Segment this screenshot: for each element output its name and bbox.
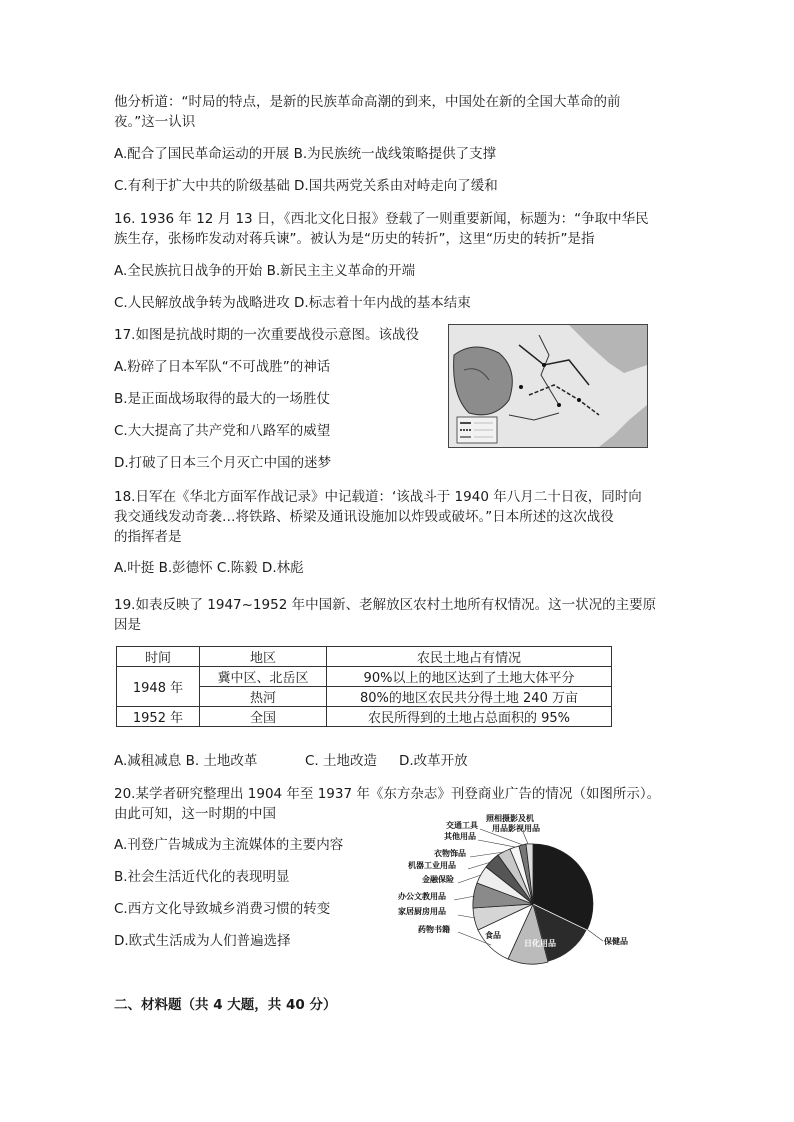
pie-label-other: 其他用品	[444, 832, 476, 841]
pie-label-home: 家居厨房用品	[398, 907, 446, 916]
table-cell: 热河	[200, 687, 327, 707]
table-header-cell: 农民土地占有情况	[327, 647, 612, 667]
q20-option-d: D.欧式生活成为人们普遍选择	[114, 933, 291, 949]
table-row	[117, 707, 612, 727]
q15-stem-line1: 他分析道：“时局的特点，是新的民族革命高潮的到来，中国处在新的全国大革命的前	[114, 94, 621, 110]
pie-label-machinery: 机器工业用品	[408, 861, 456, 870]
battle-map-image	[448, 324, 648, 448]
table-cell: 农民所得到的土地占总面积的 95%	[327, 707, 612, 727]
table-cell: 全国	[200, 707, 327, 727]
table-cell: 1952 年	[117, 707, 200, 727]
q20-stem-line1: 20.某学者研究整理出 1904 年至 1937 年《东方杂志》刊登商业广告的情况（如图所示）。	[114, 786, 661, 802]
table-header-cell: 时间	[117, 647, 200, 667]
q19-option-c: C. 土地改造	[305, 753, 378, 769]
table-header-cell: 地区	[200, 647, 327, 667]
section-heading: 二、材料题（共 4 大题，共 40 分）	[114, 997, 337, 1013]
q15-stem-line2: 夜。”这一认识	[114, 114, 196, 130]
pie-label-daily: 日化用品	[524, 939, 556, 948]
q20-option-a: A.刊登广告城成为主流媒体的主要内容	[114, 837, 344, 853]
table-cell: 80%的地区农民共分得土地 240 万亩	[327, 687, 612, 707]
pie-label-food: 食品	[485, 931, 501, 940]
q19-option-d: D.改革开放	[399, 753, 468, 769]
q18-options: A.叶挺 B.彭德怀 C.陈毅 D.林彪	[114, 560, 304, 576]
table-cell: 冀中区、北岳区	[200, 667, 327, 687]
q17-option-c: C.大大提高了共产党和八路军的威望	[114, 423, 331, 439]
pie-label-photo-2: 用品影视用品	[492, 824, 540, 833]
pie-label-finance: 金融保险	[422, 875, 454, 884]
pie-label-office: 办公文教用品	[398, 892, 446, 901]
q19-stem-line2: 因是	[114, 617, 141, 633]
q19-options-ab: A.减租减息 B. 土地改革	[114, 753, 258, 769]
land-ownership-table	[116, 646, 612, 727]
table-cell: 90%以上的地区达到了土地大体平分	[327, 667, 612, 687]
pie-label-transport: 交通工具	[446, 821, 478, 830]
q16-options-ab: A.全民族抗日战争的开始 B.新民主主义革命的开端	[114, 263, 416, 279]
pie-label-medicine: 药物书籍	[418, 925, 450, 934]
table-row	[117, 667, 612, 687]
q17-stem: 17.如图是抗战时期的一次重要战役示意图。该战役	[114, 327, 419, 343]
q16-options-cd: C.人民解放战争转为战略进攻 D.标志着十年内战的基本结束	[114, 295, 471, 311]
q17-option-d: D.打破了日本三个月灭亡中国的迷梦	[114, 455, 332, 471]
q17-option-b: B.是正面战场取得的最大的一场胜仗	[114, 391, 331, 407]
q16-stem-line1: 16. 1936 年 12 月 13 日，《西北文化日报》登载了一则重要新闻，标题为：“争取中华民	[114, 211, 649, 227]
pie-label-clothing: 衣物饰品	[434, 849, 466, 858]
q20-stem-line2: 由此可知，这一时期的中国	[114, 806, 276, 822]
table-cell: 1948 年	[117, 667, 200, 707]
q18-stem-line1: 18.日军在《华北方面军作战记录》中记载道：‘该战斗于 1940 年八月二十日夜，同时向	[114, 489, 642, 505]
q18-stem-line2: 我交通线发动奇袭…将铁路、桥梁及通讯设施加以炸毁或破坏。”日本所述的这次战役	[114, 509, 614, 525]
pie-label-photo-1: 照相摄影及机	[486, 814, 534, 823]
q15-options-cd: C.有利于扩大中共的阶级基础 D.国共两党关系由对峙走向了缓和	[114, 178, 498, 194]
pie-label-health: 保健品	[604, 937, 628, 946]
q17-option-a: A.粉碎了日本军队“不可战胜”的神话	[114, 359, 331, 375]
q20-option-b: B.社会生活近代化的表现明显	[114, 869, 290, 885]
table-header-row	[117, 647, 612, 667]
advertising-pie-chart	[398, 812, 648, 977]
q16-stem-line2: 族生存，张杨昨发动对蒋兵谏”。被认为是“历史的转折”，这里“历史的转折”是指	[114, 231, 595, 247]
q19-stem-line1: 19.如表反映了 1947~1952 年中国新、老解放区农村土地所有权情况。这一状况的主要原	[114, 597, 657, 613]
q18-stem-line3: 的指挥者是	[114, 529, 182, 545]
q15-options-ab: A.配合了国民革命运动的开展 B.为民族统一战线策略提供了支撑	[114, 146, 497, 162]
q20-option-c: C.西方文化导致城乡消费习惯的转变	[114, 901, 331, 917]
